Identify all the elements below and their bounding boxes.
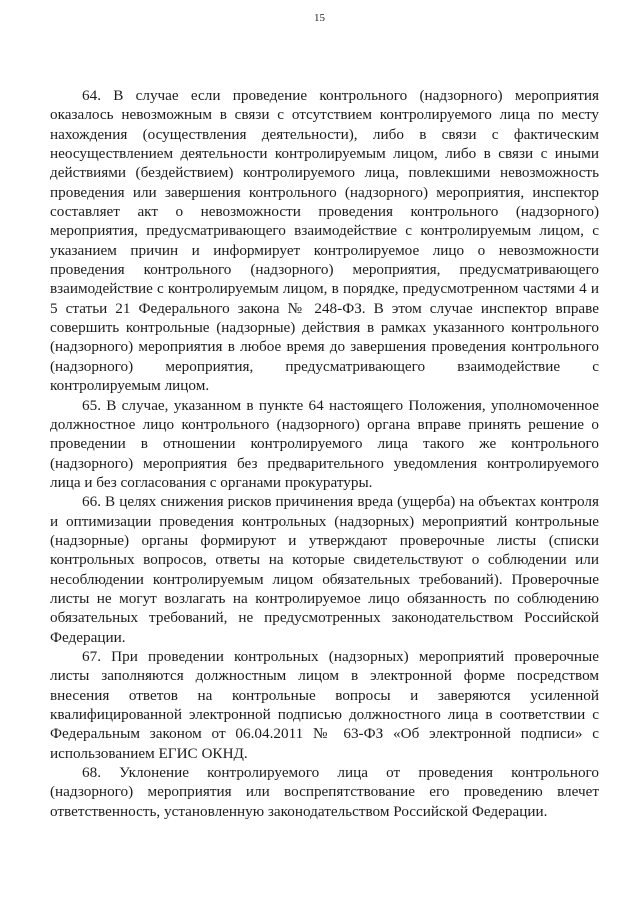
page-number: 15 — [314, 12, 325, 24]
paragraph-64: 64. В случае если проведение контрольного (надзорного) мероприятия оказалось невозможным в связи с отсутствием контролируемого лица по месту нахождения (осуществления деятельности), либо в связи с фактическим неосуществлением деятельности контролируемым лицом, либо в связи с иными действиями (бездействием) контролируемого лица, повлекшими невозможность проведения или завершения контрольного (надзорного) мероприятия, инспектор составляет акт о невозможности проведения контрольного (надзорного) мероприятия, предусматривающего взаимодействие с контролируемым лицом, с указанием причин и информирует контролируемое лицо о невозможности проведения контрольного (надзорного) мероприятия, предусматривающего взаимодействие с контролируемым лицом, в порядке, предусмотренном частями 4 и 5 статьи 21 Федерального закона № 248-ФЗ. В этом случае инспектор вправе совершить контрольные (надзорные) действия в рамках указанного контрольного (надзорного) мероприятия в любое время до завершения проведения контрольного (надзорного) мероприятия, предусматривающего взаимодействие с контролируемым лицом. — [50, 87, 599, 395]
document-body — [50, 86, 599, 821]
paragraph-65: 65. В случае, указанном в пункте 64 настоящего Положения, уполномоченное должностное лицо контрольного (надзорного) органа вправе принять решение о проведении в отношении контролируемого лица такого же контрольного (надзорного) мероприятия без предварительного уведомления контролируемого лица и без согласования с органами прокуратуры. — [50, 396, 599, 491]
paragraph-68: 68. Уклонение контролируемого лица от проведения контрольного (надзорного) мероприятия или воспрепятствование его проведению влечет ответственность, установленную законодательством Российской Федерации. — [50, 764, 599, 820]
paragraph-66: 66. В целях снижения рисков причинения вреда (ущерба) на объектах контроля и оптимизации проведения контрольных (надзорных) мероприятий контрольные (надзорные) органы формируют и утверждают проверочные листы (списки контрольных вопросов, ответы на которые свидетельствуют о соблюдении или несоблюдении контролируемым лицом обязательных требований). Проверочные листы не могут возлагать на контролируемое лицо обязанность по соблюдению обязательных требований, не предусмотренных законодательством Российской Федерации. — [50, 493, 599, 646]
paragraph-67: 67. При проведении контрольных (надзорных) мероприятий проверочные листы заполняются должностным лицом в электронной форме посредством внесения ответов на контрольные вопросы и заверяются усиленной квалифицированной электронной подписью должностного лица в соответствии с Федеральным законом от 06.04.2011 № 63-ФЗ «Об электронной подписи» с использованием ЕГИС ОКНД. — [50, 647, 599, 762]
